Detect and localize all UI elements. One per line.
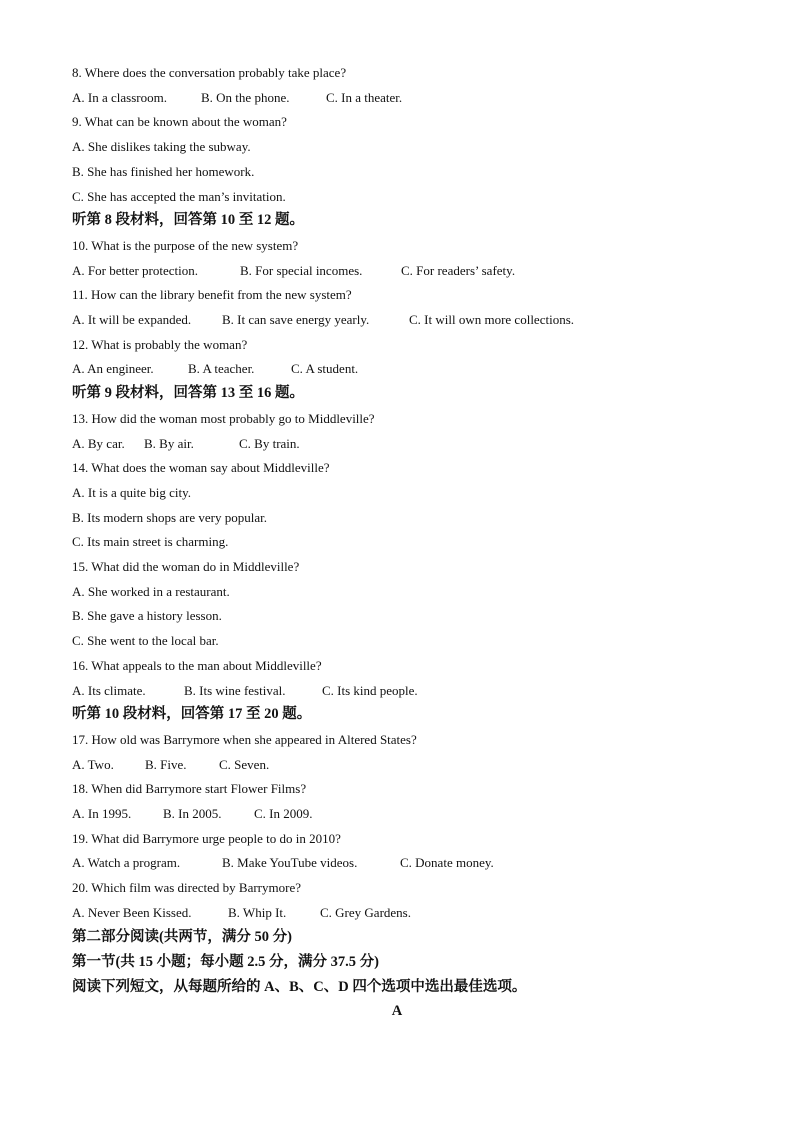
section-heading-8: 听第 8 段材料，回答第 10 至 12 题。 [72, 212, 304, 228]
option-a: A. By car. [72, 436, 125, 451]
question-11-options [72, 312, 574, 328]
option-c: C. A student. [291, 361, 359, 376]
question-8-options [72, 90, 402, 106]
option-b: B. By air. [144, 436, 194, 451]
option-a: A. She dislikes taking the subway. [72, 139, 251, 154]
option-b: B. On the phone. [201, 90, 290, 105]
question-16-options [72, 683, 418, 699]
section-heading-9: 听第 9 段材料，回答第 13 至 16 题。 [72, 385, 304, 401]
option-a: A. Two. [72, 757, 114, 772]
reading-instruction: 阅读下列短文，从每题所给的 A、B、C、D 四个选项中选出最佳选项。 [72, 979, 527, 995]
option-a: A. Never Been Kissed. [72, 905, 192, 920]
question-17-options [72, 757, 269, 773]
question-10-options [72, 263, 515, 279]
question-12-options [72, 361, 358, 377]
option-a: A. It will be expanded. [72, 312, 192, 327]
question-13-options [72, 436, 300, 452]
option-c: C. Its kind people. [322, 683, 418, 698]
option-b: B. She has finished her homework. [72, 164, 255, 179]
question-12-stem: 12. What is probably the woman? [72, 337, 248, 352]
option-c: C. She has accepted the man’s invitation. [72, 189, 286, 204]
question-17-stem: 17. How old was Barrymore when she appeared in Altered States? [72, 732, 417, 747]
option-b: B. Make YouTube videos. [222, 855, 358, 870]
option-b: B. In 2005. [163, 806, 222, 821]
question-19-options [72, 855, 494, 871]
option-c: C. Its main street is charming. [72, 534, 229, 549]
option-c: C. It will own more collections. [409, 312, 575, 327]
option-c: C. In a theater. [326, 90, 403, 105]
question-18-stem: 18. When did Barrymore start Flower Films? [72, 781, 307, 796]
option-b: B. Its modern shops are very popular. [72, 510, 267, 525]
part-two-heading: 第二部分阅读(共两节，满分 50 分) [72, 929, 292, 945]
option-b: B. Five. [145, 757, 187, 772]
option-a: A. Its climate. [72, 683, 146, 698]
option-b: B. Whip It. [228, 905, 287, 920]
option-c: C. Seven. [219, 757, 270, 772]
option-b: B. It can save energy yearly. [222, 312, 370, 327]
option-a: A. She worked in a restaurant. [72, 584, 230, 599]
question-10-stem: 10. What is the purpose of the new system? [72, 238, 299, 253]
option-c: C. Grey Gardens. [320, 905, 411, 920]
option-c: C. By train. [239, 436, 300, 451]
section-one-heading: 第一节(共 15 小题；每小题 2.5 分，满分 37.5 分) [72, 954, 379, 970]
question-14-stem: 14. What does the woman say about Middleville? [72, 460, 330, 475]
question-20-stem: 20. Which film was directed by Barrymore? [72, 880, 301, 895]
question-9-stem: 9. What can be known about the woman? [72, 114, 287, 129]
option-a: A. For better protection. [72, 263, 198, 278]
question-13-stem: 13. How did the woman most probably go to Middleville? [72, 411, 375, 426]
option-c: C. For readers’ safety. [401, 263, 516, 278]
option-b: B. A teacher. [188, 361, 255, 376]
section-heading-10: 听第 10 段材料，回答第 17 至 20 题。 [72, 706, 312, 722]
option-b: B. For special incomes. [240, 263, 363, 278]
question-19-stem: 19. What did Barrymore urge people to do in 2010? [72, 831, 341, 846]
option-c: C. In 2009. [254, 806, 313, 821]
option-c: C. She went to the local bar. [72, 633, 219, 648]
question-11-stem: 11. How can the library benefit from the new system? [72, 287, 352, 302]
question-15-stem: 15. What did the woman do in Middleville? [72, 559, 300, 574]
option-c: C. Donate money. [400, 855, 494, 870]
option-a: A. It is a quite big city. [72, 485, 192, 500]
question-18-options [72, 806, 313, 822]
passage-letter: A [391, 1003, 403, 1019]
question-8-stem: 8. Where does the conversation probably take place? [72, 65, 347, 80]
option-b: B. She gave a history lesson. [72, 608, 222, 623]
option-b: B. Its wine festival. [184, 683, 286, 698]
option-a: A. In a classroom. [72, 90, 167, 105]
option-a: A. In 1995. [72, 806, 132, 821]
option-a: A. An engineer. [72, 361, 154, 376]
question-20-options [72, 905, 411, 921]
question-16-stem: 16. What appeals to the man about Middleville? [72, 658, 322, 673]
option-a: A. Watch a program. [72, 855, 181, 870]
